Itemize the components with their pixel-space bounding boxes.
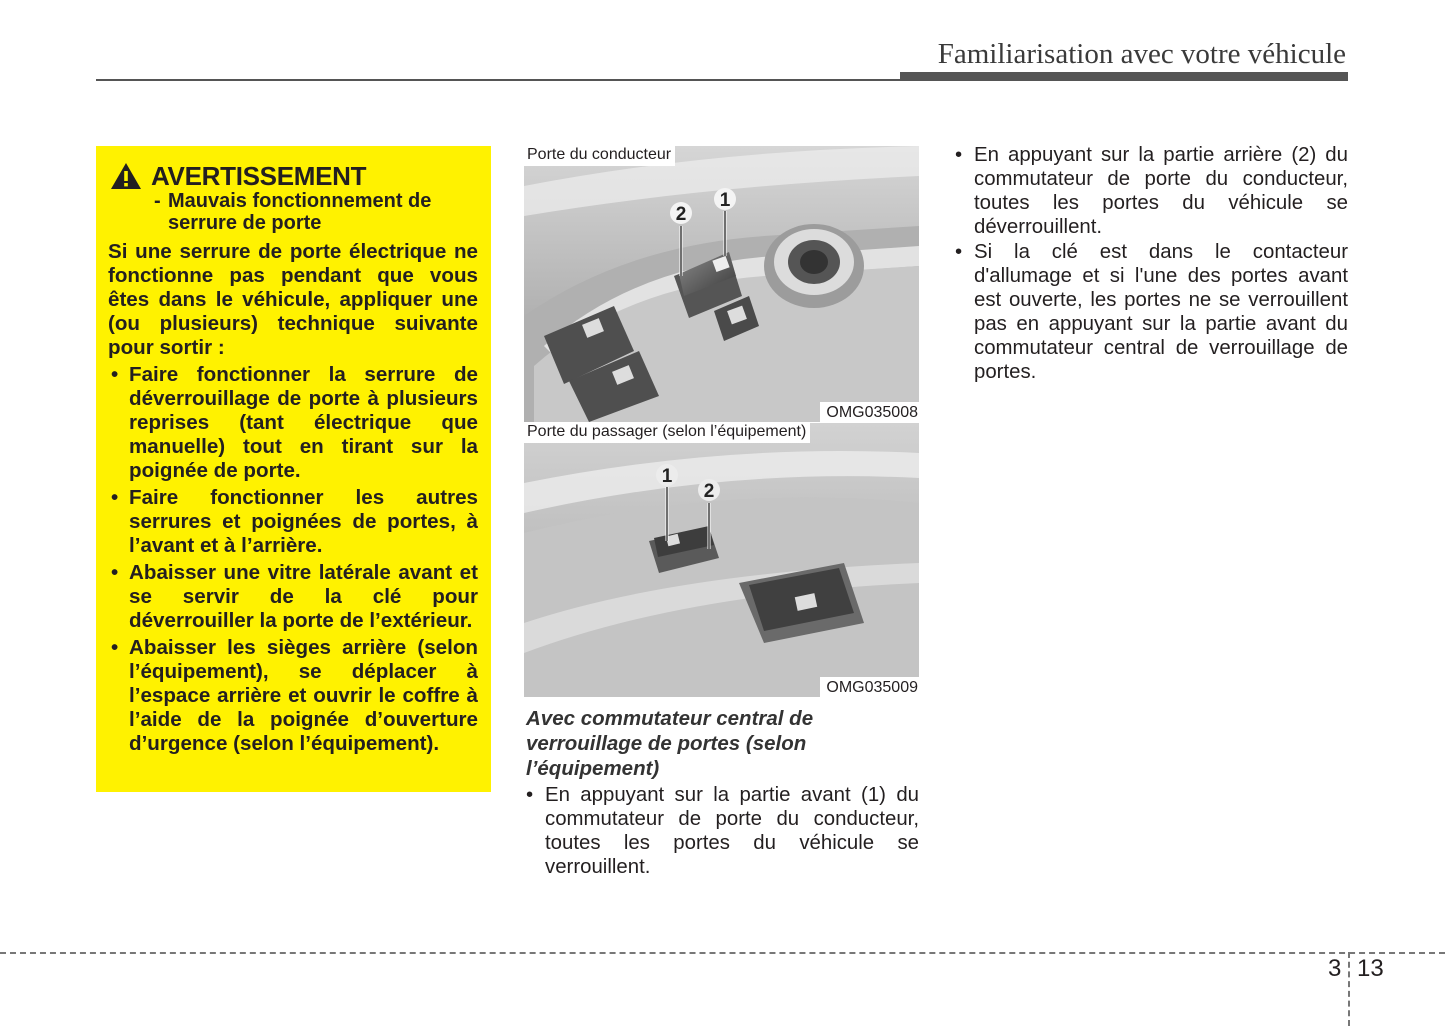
warning-header (110, 162, 478, 190)
warning-subtitle-line1: Mauvais fonctionnement de (168, 190, 432, 212)
driver-door-switch-illustration (524, 146, 919, 422)
warning-list-item: • Faire fonctionner les autres serrures et poignées de portes, à l’avant et à l’arrière. (108, 486, 478, 558)
figure-label: Porte du passager (selon l’équipement) (524, 423, 810, 443)
warning-triangle-icon (110, 162, 142, 190)
section-number: 3 (1328, 955, 1342, 982)
right-bullet-list (953, 143, 1348, 385)
bullet-item: • En appuyant sur la partie avant (1) du commutateur de porte du conducteur, toutes les portes du véhicule se verrouillent. (524, 783, 919, 879)
figure-code: OMG035008 (820, 402, 919, 422)
page-number: 13 (1357, 955, 1384, 982)
warning-list (108, 363, 478, 756)
warning-box (96, 146, 491, 792)
figure-label: Porte du conducteur (524, 146, 675, 166)
figure-driver-door (524, 146, 919, 422)
warning-subtitle: - Mauvais fonctionnement de serrure de porte (154, 190, 432, 234)
callout-1: 1 (719, 190, 731, 211)
warning-subtitle-line2: serrure de porte (168, 212, 322, 234)
page-header-title: Familiarisation avec votre véhicule (937, 38, 1346, 70)
footer-page-separator (1348, 952, 1350, 1026)
header-rule-accent (900, 72, 1348, 81)
warning-list-item: • Abaisser les sièges arrière (selon l’équipement), se déplacer à l’espace arrière et ouvrir le coffre à l’aide de la poignée d’ouverture d’urgence (selon l’équipement). (108, 636, 478, 756)
warning-list-item: • Faire fonctionner la serrure de déverrouillage de porte à plusieurs reprises (tant électrique que manuelle) tout en tirant sur la poignée de porte. (108, 363, 478, 483)
callout-2: 2 (675, 204, 687, 225)
bullet-item: • En appuyant sur la partie arrière (2) du commutateur de porte du conducteur, toutes les portes du véhicule se déverrouillent. (953, 143, 1348, 239)
warning-title: AVERTISSEMENT (151, 161, 367, 191)
passenger-door-switch-illustration (524, 423, 919, 697)
callout-2: 2 (703, 481, 715, 502)
warning-intro: Si une serrure de porte électrique ne fonctionne pas pendant que vous êtes dans le véhicule, appliquer une (ou plusieurs) technique suivante pour sortir : (108, 240, 478, 359)
figure-passenger-door (524, 423, 919, 697)
callout-1: 1 (661, 466, 673, 487)
figure-code: OMG035009 (820, 677, 919, 697)
warning-list-item: • Abaisser une vitre latérale avant et se servir de la clé pour déverrouiller la porte de l’extérieur. (108, 561, 478, 633)
bullet-item: • Si la clé est dans le contacteur d'allumage et si l'une des portes avant est ouverte, les portes ne se verrouillent pas en appuyant sur la partie avant du commutateur central de verrouillage de portes. (953, 240, 1348, 384)
footer-divider (0, 952, 1445, 954)
middle-bullet-list (524, 783, 919, 879)
section-heading: Avec commutateur central de verrouillage de portes (selon l’équipement) (526, 707, 814, 780)
